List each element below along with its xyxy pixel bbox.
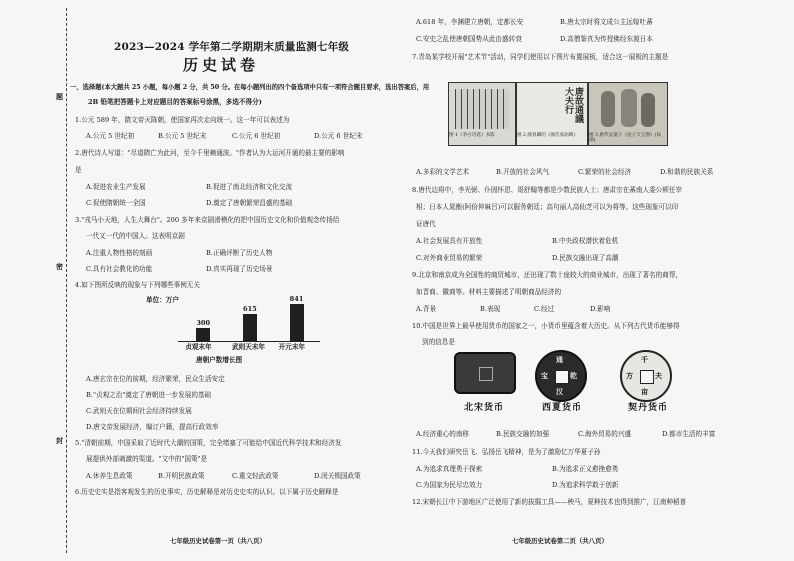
section-heading: 一、选择题(本大题共 25 小题，每小题 2 分，共 50 分。在每小题列出的四个备选项中只有一项符合题目要求，选出答案后，用 (70, 84, 430, 91)
image-caption: 图 3 唐代吴道子《送子天王图》(局部) (589, 133, 661, 143)
option: D.和谐的民族关系 (660, 168, 714, 176)
option: C.武则天在位期间社会经济持续发展 (86, 407, 192, 415)
option: B.表现 (480, 305, 501, 313)
question-2-cont: 是 (75, 166, 82, 174)
option: B.正确评断了历史人物 (206, 249, 273, 257)
chart-bar (290, 304, 304, 341)
question-8-cont: 相；日本人晁衡(阿倍仲麻吕)可以服务朝廷；高句丽人高仙芝可以为将等。这些现象可以印 (416, 203, 679, 211)
option: C.海外贸易的兴盛 (578, 430, 632, 438)
chart-value-label: 841 (289, 294, 304, 303)
question-2: 2.唐代诗人写道："尽道隋亡为此河，至今千里赖通波。"作者认为大运河开通的最主要的影响 (75, 149, 345, 157)
chart-value-label: 615 (243, 304, 257, 313)
option: D.唐文帝发展经济，编订户籍，提高行政效率 (86, 423, 219, 431)
option: A.社会发展具有开放性 (416, 237, 483, 245)
option: B.民族交融的加强 (496, 430, 550, 438)
option: A.经济重心的南移 (416, 430, 470, 438)
coin-label: 契丹货币 (628, 403, 669, 413)
yan-family-temple-stele-image: 唐故通議大夫行 (516, 82, 588, 146)
question-4: 4.如下图所反映的现象与下列哪些事例无关 (75, 281, 200, 289)
khitan-coin-image: 千 方 夫 亩 (620, 350, 672, 402)
option: C.经过 (534, 305, 555, 313)
chart-plot-area (180, 294, 320, 351)
question-9: 9.北京和南京成为全国性的商贸城市，还出现了数十座较大的商业城市，出现了著名的商帮， (412, 271, 683, 279)
section-heading-cont: 2B 铅笔把答题卡上对应题目的答案标号涂黑，多选不得分) (88, 98, 262, 106)
question-3: 3."戎马小天地，人生大舞台"。200 多年来京剧滑稽化的把中国历史文化和价值观念传扬给 (75, 216, 340, 224)
option: A.618 年，李渊建立唐朝，定都长安 (416, 18, 524, 26)
question-9-cont: 如晋商、徽商等。材料主要描述了明朝商品经济的 (416, 288, 562, 296)
coin-label: 西夏货币 (542, 403, 583, 413)
option: B.中央政权潜伏着危机 (552, 237, 619, 245)
households-chart (140, 293, 330, 365)
margin-mark: 密 (56, 262, 63, 271)
option: A.为追求真理勇于探索 (416, 465, 483, 473)
chart-bar (196, 328, 210, 341)
question-7: 7.青岛某学校开展"艺术节"活动，同学们使用以下图片布置展板，适合这一展板的主题是 (412, 53, 669, 61)
option: B.开放的社会风气 (496, 168, 550, 176)
option: D.为追求科学敢于创新 (552, 481, 619, 489)
option: D.高僧鉴真为传授佛经东渡日本 (560, 35, 653, 43)
western-xia-coin-image: 通 宝 乾 汉 (535, 350, 587, 402)
question-10-cont: 到的信息是 (422, 338, 455, 346)
option: D.影响 (590, 305, 611, 313)
chart-unit-label: 单位：万户 (146, 296, 179, 304)
chart-value-label: 300 (196, 318, 211, 327)
option: A.促进农业生产发展 (86, 183, 146, 191)
option: D.民族交融出现了高潮 (552, 254, 619, 262)
binding-line (66, 8, 67, 553)
chart-bar (243, 314, 257, 341)
option: B.为追求正义愈挫愈勇 (552, 465, 619, 473)
question-5-cont: 展提供外部刺激的渠道。"文中的"国策"是 (86, 455, 208, 463)
question-8: 8.唐代边将中，李光弼、仆固怀恩、哥舒翰等都是少数民族人士；唐肃宗在蕃南人委公顿任宰 (412, 186, 683, 194)
question-12: 12.宋朝长江中下游地区广泛使用了新的拔掘工具——秧马，夏种技术也得到推广，江南种稻普 (412, 498, 687, 506)
chart-category-label: 开元末年 (278, 343, 306, 351)
option: B."贞观之治"奠定了唐朝进一步发展的基础 (86, 391, 212, 399)
option: B.促进了南北经济和文化交流 (206, 183, 293, 191)
image-caption: 图 1《李白诗选》书影 (449, 133, 495, 138)
chart-title: 唐朝户数增长图 (196, 356, 243, 364)
option: C.安史之乱使唐朝国势从此由盛转衰 (416, 35, 522, 43)
exam-subject: 历史试卷 (183, 56, 260, 74)
northern-song-coin-image (454, 352, 516, 394)
option: C.具有社会教化的功能 (86, 265, 153, 273)
option: D.闭关锁国政策 (314, 472, 361, 480)
margin-mark: 题 (56, 92, 63, 101)
page-footer-right: 七年级历史试卷第二页（共八页） (512, 537, 608, 545)
chart-category-label: 贞观末年 (185, 343, 212, 351)
option: C.促使隋朝统一全国 (86, 199, 146, 207)
option: A.多彩的文学艺术 (416, 168, 470, 176)
option: C.为国家为民尽忠效力 (416, 481, 483, 489)
option: C.公元 6 世纪初 (232, 132, 281, 140)
exam-title: 2023—2024 学年第二学期期末质量监测七年级 (114, 41, 350, 53)
question-10: 10.中国是世界上最早使用货币的国家之一，小货币里蕴含着大历史。从下列古代货币能够得 (412, 322, 680, 330)
page-footer-left: 七年级历史试卷第一页（共八页） (170, 537, 266, 545)
option: D.都市生活的丰富 (662, 430, 716, 438)
option: D.奠定了唐朝繁荣昌盛的基础 (206, 199, 293, 207)
question-11: 11.今天我们研究岳飞、弘扬岳飞精神，是为了激励亿万华夏子孙 (412, 448, 601, 456)
coin-label: 北宋货币 (464, 403, 505, 413)
question-3-cont: 一代又一代的中国人。这表明京剧 (86, 232, 185, 240)
option: A.背景 (416, 305, 437, 313)
question-5: 5."清朝前期，中国采取了近时代大潮的国策，完全堵塞了可能给中国近代科学技术和经济发 (75, 439, 342, 447)
option: D.公元 6 世纪末 (314, 132, 363, 140)
option: A.公元 5 世纪初 (86, 132, 135, 140)
chart-baseline (178, 341, 320, 342)
option: C.对外商业贸易的繁荣 (416, 254, 483, 262)
option: A.休养生息政策 (86, 472, 133, 480)
question-6: 6.历史史实是指客观发生的历史事实，历史解释是对历史史实的认识。以下属于历史解释是 (75, 488, 339, 496)
option: D.真实再现了历史场景 (206, 265, 273, 273)
option: B.开明民族政策 (158, 472, 205, 480)
margin-mark: 封 (56, 436, 63, 445)
option: C.重文轻武政策 (232, 472, 279, 480)
chart-category-label: 武则天末年 (232, 343, 265, 351)
option: A.唐玄宗在位的前期，经济繁荣，民众生活安定 (86, 375, 225, 383)
question-1: 1.公元 589 年，隋文帝灭陈朝，使国家再次走向统一。这一年可以表述为 (75, 116, 290, 124)
option: A.注重人物性格的刻画 (86, 249, 153, 257)
image-caption: 图 2 颜真卿的《颜氏家庙碑》 (517, 133, 578, 138)
option: C.繁荣的社会经济 (578, 168, 632, 176)
option: B.公元 5 世纪末 (158, 132, 207, 140)
option: B.唐太宗时将文成公主远嫁吐蕃 (560, 18, 653, 26)
question-8-cont: 证唐代 (416, 220, 436, 228)
